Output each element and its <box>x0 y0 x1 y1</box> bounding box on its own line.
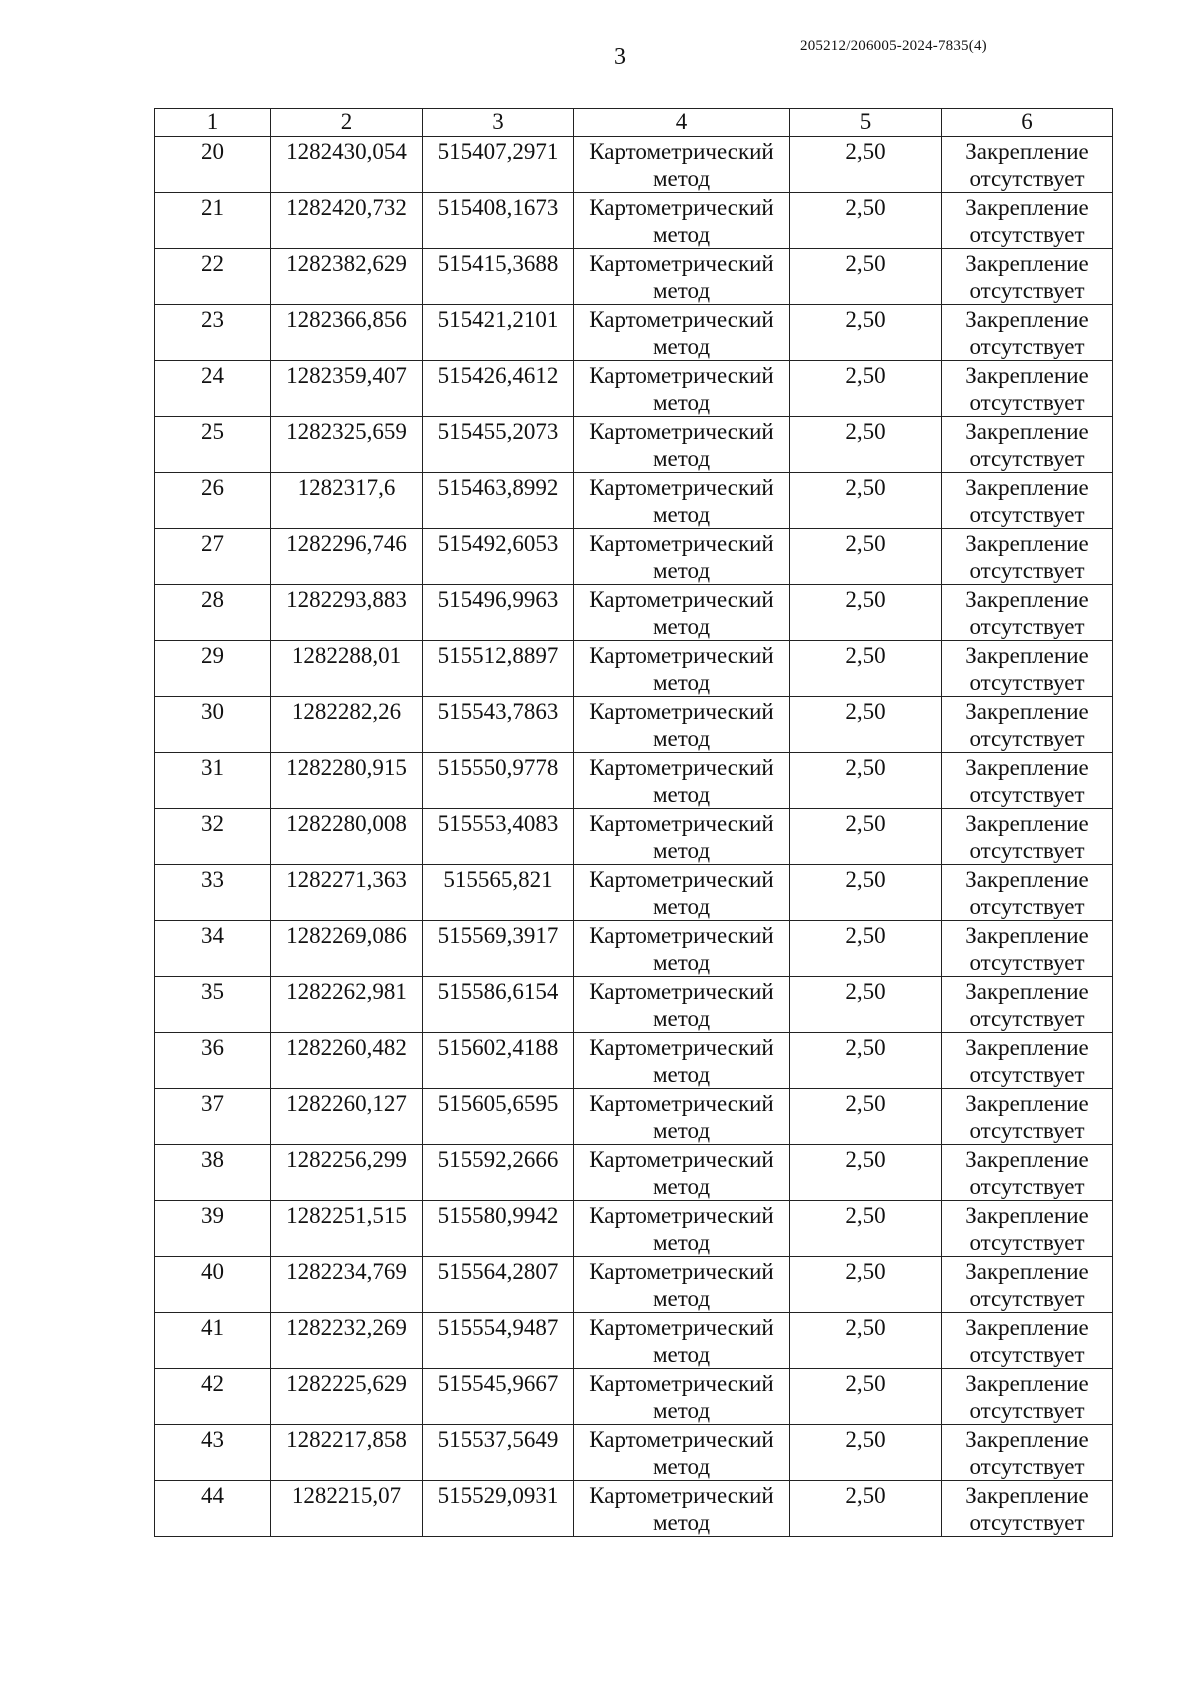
table-row <box>155 529 1113 585</box>
y-coordinate-cell: 515554,9487 <box>423 1313 574 1369</box>
method-cell: Картометрический метод <box>574 473 790 529</box>
x-coordinate-cell: 1282260,127 <box>271 1089 423 1145</box>
marking-cell: Закрепление отсутствует <box>942 1201 1113 1257</box>
point-number-cell: 40 <box>155 1257 271 1313</box>
point-number-cell: 41 <box>155 1313 271 1369</box>
x-coordinate-cell: 1282296,746 <box>271 529 423 585</box>
method-cell: Картометрический метод <box>574 417 790 473</box>
y-coordinate-cell: 515580,9942 <box>423 1201 574 1257</box>
accuracy-cell: 2,50 <box>790 1369 942 1425</box>
table-row <box>155 977 1113 1033</box>
table-row <box>155 137 1113 193</box>
y-coordinate-cell: 515586,6154 <box>423 977 574 1033</box>
accuracy-cell: 2,50 <box>790 137 942 193</box>
marking-cell: Закрепление отсутствует <box>942 753 1113 809</box>
marking-cell: Закрепление отсутствует <box>942 977 1113 1033</box>
column-header: 3 <box>423 109 574 137</box>
x-coordinate-cell: 1282288,01 <box>271 641 423 697</box>
x-coordinate-cell: 1282234,769 <box>271 1257 423 1313</box>
table-row <box>155 697 1113 753</box>
accuracy-cell: 2,50 <box>790 865 942 921</box>
x-coordinate-cell: 1282280,008 <box>271 809 423 865</box>
accuracy-cell: 2,50 <box>790 193 942 249</box>
y-coordinate-cell: 515553,4083 <box>423 809 574 865</box>
y-coordinate-cell: 515426,4612 <box>423 361 574 417</box>
x-coordinate-cell: 1282215,07 <box>271 1481 423 1537</box>
point-number-cell: 38 <box>155 1145 271 1201</box>
marking-cell: Закрепление отсутствует <box>942 137 1113 193</box>
table-row <box>155 1089 1113 1145</box>
table-row <box>155 305 1113 361</box>
column-header: 6 <box>942 109 1113 137</box>
marking-cell: Закрепление отсутствует <box>942 1089 1113 1145</box>
document-id: 205212/206005-2024-7835(4) <box>800 38 987 54</box>
table-row <box>155 921 1113 977</box>
accuracy-cell: 2,50 <box>790 1481 942 1537</box>
y-coordinate-cell: 515408,1673 <box>423 193 574 249</box>
method-cell: Картометрический метод <box>574 1033 790 1089</box>
method-cell: Картометрический метод <box>574 249 790 305</box>
accuracy-cell: 2,50 <box>790 1425 942 1481</box>
table-row <box>155 1369 1113 1425</box>
header-row <box>155 109 1113 137</box>
point-number-cell: 36 <box>155 1033 271 1089</box>
point-number-cell: 28 <box>155 585 271 641</box>
x-coordinate-cell: 1282293,883 <box>271 585 423 641</box>
table-row <box>155 361 1113 417</box>
y-coordinate-cell: 515463,8992 <box>423 473 574 529</box>
y-coordinate-cell: 515421,2101 <box>423 305 574 361</box>
table-row <box>155 249 1113 305</box>
x-coordinate-cell: 1282280,915 <box>271 753 423 809</box>
accuracy-cell: 2,50 <box>790 417 942 473</box>
method-cell: Картометрический метод <box>574 585 790 641</box>
y-coordinate-cell: 515543,7863 <box>423 697 574 753</box>
table-row <box>155 417 1113 473</box>
x-coordinate-cell: 1282382,629 <box>271 249 423 305</box>
y-coordinate-cell: 515529,0931 <box>423 1481 574 1537</box>
table-row <box>155 1481 1113 1537</box>
point-number-cell: 44 <box>155 1481 271 1537</box>
method-cell: Картометрический метод <box>574 1369 790 1425</box>
point-number-cell: 35 <box>155 977 271 1033</box>
x-coordinate-cell: 1282225,629 <box>271 1369 423 1425</box>
marking-cell: Закрепление отсутствует <box>942 417 1113 473</box>
x-coordinate-cell: 1282232,269 <box>271 1313 423 1369</box>
point-number-cell: 37 <box>155 1089 271 1145</box>
x-coordinate-cell: 1282430,054 <box>271 137 423 193</box>
accuracy-cell: 2,50 <box>790 809 942 865</box>
method-cell: Картометрический метод <box>574 1313 790 1369</box>
point-number-cell: 39 <box>155 1201 271 1257</box>
accuracy-cell: 2,50 <box>790 473 942 529</box>
marking-cell: Закрепление отсутствует <box>942 305 1113 361</box>
method-cell: Картометрический метод <box>574 361 790 417</box>
y-coordinate-cell: 515605,6595 <box>423 1089 574 1145</box>
method-cell: Картометрический метод <box>574 753 790 809</box>
table-row <box>155 865 1113 921</box>
point-number-cell: 23 <box>155 305 271 361</box>
table-row <box>155 1201 1113 1257</box>
accuracy-cell: 2,50 <box>790 697 942 753</box>
point-number-cell: 22 <box>155 249 271 305</box>
accuracy-cell: 2,50 <box>790 1201 942 1257</box>
coordinates-table <box>154 108 1113 1537</box>
marking-cell: Закрепление отсутствует <box>942 865 1113 921</box>
point-number-cell: 42 <box>155 1369 271 1425</box>
marking-cell: Закрепление отсутствует <box>942 809 1113 865</box>
marking-cell: Закрепление отсутствует <box>942 249 1113 305</box>
column-header: 5 <box>790 109 942 137</box>
y-coordinate-cell: 515415,3688 <box>423 249 574 305</box>
method-cell: Картометрический метод <box>574 921 790 977</box>
page-number: 3 <box>614 44 626 70</box>
point-number-cell: 27 <box>155 529 271 585</box>
accuracy-cell: 2,50 <box>790 529 942 585</box>
point-number-cell: 26 <box>155 473 271 529</box>
y-coordinate-cell: 515565,821 <box>423 865 574 921</box>
method-cell: Картометрический метод <box>574 137 790 193</box>
marking-cell: Закрепление отсутствует <box>942 1257 1113 1313</box>
method-cell: Картометрический метод <box>574 1145 790 1201</box>
point-number-cell: 24 <box>155 361 271 417</box>
y-coordinate-cell: 515545,9667 <box>423 1369 574 1425</box>
point-number-cell: 32 <box>155 809 271 865</box>
accuracy-cell: 2,50 <box>790 361 942 417</box>
method-cell: Картометрический метод <box>574 865 790 921</box>
table-body <box>155 137 1113 1537</box>
accuracy-cell: 2,50 <box>790 1089 942 1145</box>
table-row <box>155 193 1113 249</box>
x-coordinate-cell: 1282251,515 <box>271 1201 423 1257</box>
x-coordinate-cell: 1282420,732 <box>271 193 423 249</box>
accuracy-cell: 2,50 <box>790 585 942 641</box>
accuracy-cell: 2,50 <box>790 305 942 361</box>
method-cell: Картометрический метод <box>574 1089 790 1145</box>
table-row <box>155 585 1113 641</box>
marking-cell: Закрепление отсутствует <box>942 585 1113 641</box>
point-number-cell: 33 <box>155 865 271 921</box>
accuracy-cell: 2,50 <box>790 1145 942 1201</box>
table-row <box>155 473 1113 529</box>
column-header: 4 <box>574 109 790 137</box>
table-row <box>155 1257 1113 1313</box>
y-coordinate-cell: 515455,2073 <box>423 417 574 473</box>
method-cell: Картометрический метод <box>574 1481 790 1537</box>
y-coordinate-cell: 515569,3917 <box>423 921 574 977</box>
point-number-cell: 20 <box>155 137 271 193</box>
marking-cell: Закрепление отсутствует <box>942 473 1113 529</box>
marking-cell: Закрепление отсутствует <box>942 1369 1113 1425</box>
column-header: 2 <box>271 109 423 137</box>
x-coordinate-cell: 1282269,086 <box>271 921 423 977</box>
accuracy-cell: 2,50 <box>790 753 942 809</box>
y-coordinate-cell: 515407,2971 <box>423 137 574 193</box>
point-number-cell: 34 <box>155 921 271 977</box>
method-cell: Картометрический метод <box>574 641 790 697</box>
x-coordinate-cell: 1282282,26 <box>271 697 423 753</box>
table-row <box>155 1033 1113 1089</box>
accuracy-cell: 2,50 <box>790 921 942 977</box>
x-coordinate-cell: 1282366,856 <box>271 305 423 361</box>
table-row <box>155 641 1113 697</box>
y-coordinate-cell: 515550,9778 <box>423 753 574 809</box>
marking-cell: Закрепление отсутствует <box>942 1313 1113 1369</box>
marking-cell: Закрепление отсутствует <box>942 921 1113 977</box>
y-coordinate-cell: 515602,4188 <box>423 1033 574 1089</box>
marking-cell: Закрепление отсутствует <box>942 361 1113 417</box>
marking-cell: Закрепление отсутствует <box>942 1481 1113 1537</box>
marking-cell: Закрепление отсутствует <box>942 1425 1113 1481</box>
point-number-cell: 30 <box>155 697 271 753</box>
marking-cell: Закрепление отсутствует <box>942 697 1113 753</box>
method-cell: Картометрический метод <box>574 1257 790 1313</box>
table-row <box>155 809 1113 865</box>
accuracy-cell: 2,50 <box>790 249 942 305</box>
y-coordinate-cell: 515492,6053 <box>423 529 574 585</box>
method-cell: Картометрический метод <box>574 305 790 361</box>
marking-cell: Закрепление отсутствует <box>942 529 1113 585</box>
table-row <box>155 1145 1113 1201</box>
method-cell: Картометрический метод <box>574 809 790 865</box>
x-coordinate-cell: 1282256,299 <box>271 1145 423 1201</box>
accuracy-cell: 2,50 <box>790 641 942 697</box>
method-cell: Картометрический метод <box>574 193 790 249</box>
method-cell: Картометрический метод <box>574 529 790 585</box>
x-coordinate-cell: 1282217,858 <box>271 1425 423 1481</box>
y-coordinate-cell: 515564,2807 <box>423 1257 574 1313</box>
accuracy-cell: 2,50 <box>790 1257 942 1313</box>
x-coordinate-cell: 1282271,363 <box>271 865 423 921</box>
x-coordinate-cell: 1282359,407 <box>271 361 423 417</box>
table-row <box>155 753 1113 809</box>
x-coordinate-cell: 1282325,659 <box>271 417 423 473</box>
x-coordinate-cell: 1282317,6 <box>271 473 423 529</box>
x-coordinate-cell: 1282262,981 <box>271 977 423 1033</box>
accuracy-cell: 2,50 <box>790 1033 942 1089</box>
point-number-cell: 29 <box>155 641 271 697</box>
y-coordinate-cell: 515512,8897 <box>423 641 574 697</box>
marking-cell: Закрепление отсутствует <box>942 193 1113 249</box>
method-cell: Картометрический метод <box>574 977 790 1033</box>
accuracy-cell: 2,50 <box>790 1313 942 1369</box>
accuracy-cell: 2,50 <box>790 977 942 1033</box>
table-row <box>155 1425 1113 1481</box>
y-coordinate-cell: 515496,9963 <box>423 585 574 641</box>
point-number-cell: 43 <box>155 1425 271 1481</box>
method-cell: Картометрический метод <box>574 1425 790 1481</box>
y-coordinate-cell: 515592,2666 <box>423 1145 574 1201</box>
y-coordinate-cell: 515537,5649 <box>423 1425 574 1481</box>
method-cell: Картометрический метод <box>574 1201 790 1257</box>
method-cell: Картометрический метод <box>574 697 790 753</box>
marking-cell: Закрепление отсутствует <box>942 641 1113 697</box>
column-header: 1 <box>155 109 271 137</box>
marking-cell: Закрепление отсутствует <box>942 1033 1113 1089</box>
point-number-cell: 31 <box>155 753 271 809</box>
point-number-cell: 21 <box>155 193 271 249</box>
marking-cell: Закрепление отсутствует <box>942 1145 1113 1201</box>
table-header <box>155 109 1113 137</box>
table-row <box>155 1313 1113 1369</box>
point-number-cell: 25 <box>155 417 271 473</box>
x-coordinate-cell: 1282260,482 <box>271 1033 423 1089</box>
